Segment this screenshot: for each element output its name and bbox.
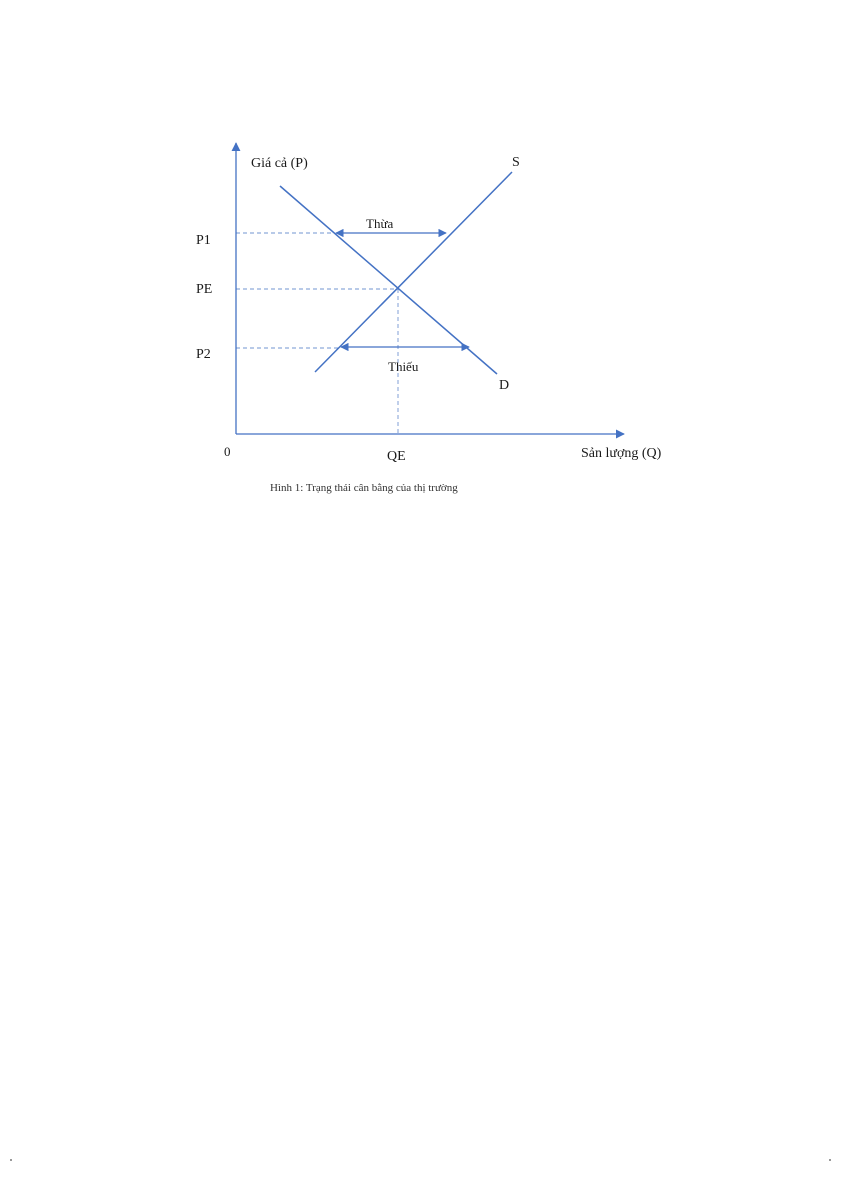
p1-label: P1 xyxy=(196,233,211,248)
y-axis-label: Giá cả (P) xyxy=(251,156,308,171)
demand-label: D xyxy=(499,378,510,393)
p2-label: P2 xyxy=(196,347,211,362)
shortage-label: Thiếu xyxy=(388,359,419,374)
x-axis-label: Sản lượng (Q) xyxy=(581,446,662,461)
supply-label: S xyxy=(512,155,520,170)
figure-caption: Hình 1: Trạng thái cân bằng của thị trường xyxy=(270,482,458,494)
pe-label: PE xyxy=(196,282,213,297)
surplus-label: Thừa xyxy=(366,216,394,231)
page-corner-mark-right xyxy=(829,1159,831,1161)
page-corner-mark-left xyxy=(10,1159,12,1161)
supply-curve xyxy=(315,172,512,372)
demand-curve xyxy=(280,186,497,374)
qe-label: QE xyxy=(387,449,406,464)
origin-label: 0 xyxy=(224,444,231,459)
